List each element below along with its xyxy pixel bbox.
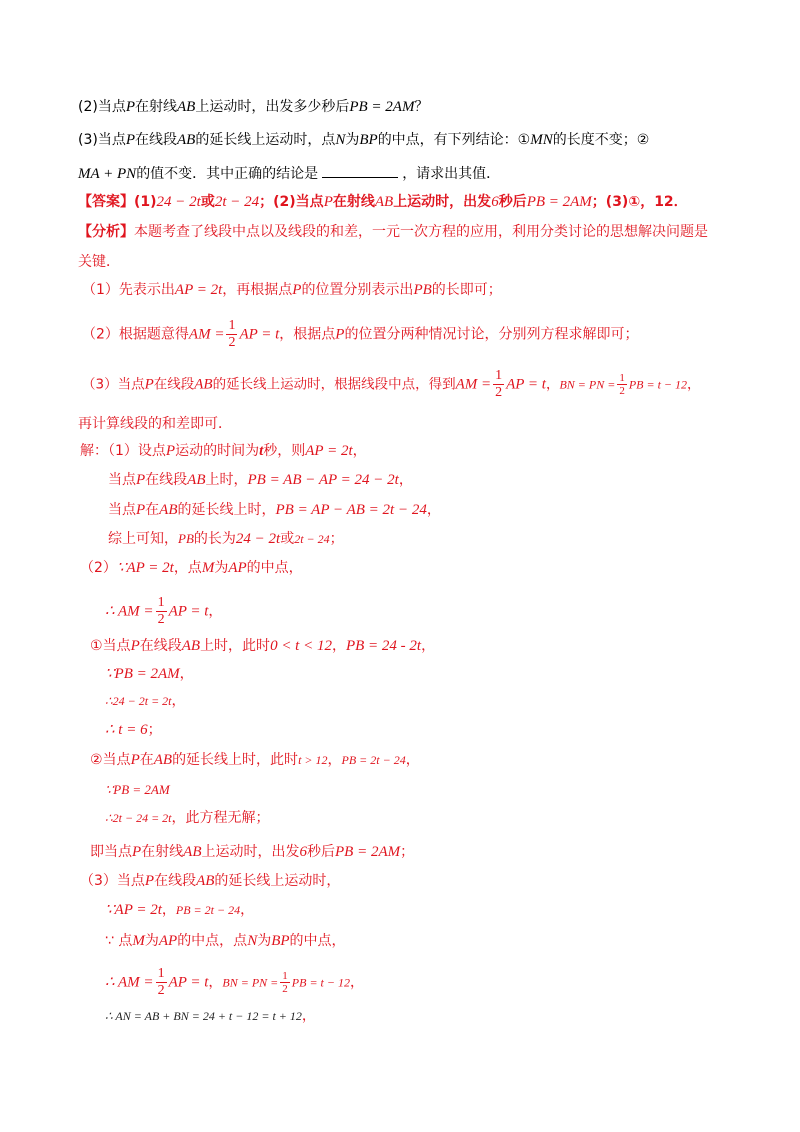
- answer-line: 【答案】(1)24 − 2t或2t − 24；(2)当点P在射线AB上运动时，出发6秒后PB = 2AM；(3)①，12．: [78, 194, 688, 210]
- solution-line-1: 解：（1）设点P运动的时间为t秒，则AP = 2t，: [80, 443, 367, 459]
- solution-line-11: ②当点P在AB的延长线上时，此时t > 12，PB = 2t − 24，: [90, 752, 420, 768]
- solution-line-12: ∵PB = 2AM: [105, 782, 170, 797]
- answer-blank: [322, 163, 398, 178]
- fraction-one-half: $\frac{1}{2}$: [157, 595, 165, 627]
- solution-line-18: ∴ AM = $\frac{1}{2}$ AP = t，BN = PN = $\frac{1}{2}$ PB = t − 12，: [105, 966, 364, 998]
- solution-line-2: 当点P在线段AB上时，PB = AB − AP = 24 − 2t，: [108, 472, 413, 488]
- solution-line-8: ∵PB = 2AM，: [105, 666, 194, 682]
- solution-line-13: ∴2t − 24 = 2t，此方程无解；: [105, 810, 270, 826]
- solution-line-17: ∵ 点M为AP的中点，点N为BP的中点，: [105, 933, 346, 949]
- solution-line-3: 当点P在AB的延长线上时，PB = AP − AB = 2t − 24，: [108, 502, 441, 518]
- analysis-step-4: 再计算线段的和差即可．: [78, 416, 232, 432]
- solution-line-4: 综上可知，PB的长为24 − 2t或2t − 24；: [108, 531, 344, 547]
- solution-line-16: ∵AP = 2t，PB = 2t − 24，: [105, 902, 255, 918]
- question-2: (2)当点P在射线AB上运动时，出发多少秒后PB = 2AM？: [78, 99, 429, 115]
- solution-line-5: （2）∵AP = 2t，点M为AP的中点，: [80, 560, 303, 576]
- analysis-step-3: （3）当点P在线段AB的延长线上运动时，根据线段中点，得到AM = $\frac{1}{2}$ AP = t，BN = PN = $\frac{1}{2}$ PB = t − 12，: [82, 368, 701, 400]
- solution-line-7: ①当点P在线段AB上时，此时0 < t < 12，PB = 24 - 2t，: [90, 638, 436, 654]
- fraction-one-half: $\frac{1}{2}$: [619, 372, 625, 397]
- question-3-line-2: MA + PN的值不变．其中正确的结论是 ，请求出其值．: [78, 163, 500, 184]
- fraction-one-half: $\frac{1}{2}$: [495, 368, 503, 400]
- solution-line-10: ∴ t = 6；: [105, 722, 162, 738]
- fraction-one-half: $\frac{1}{2}$: [157, 966, 165, 998]
- analysis-line-1: 【分析】本题考查了线段中点以及线段的和差，一元一次方程的应用，利用分类讨论的思想解决问题是: [78, 224, 708, 240]
- fraction-one-half: $\frac{1}{2}$: [282, 970, 288, 995]
- solution-line-15: （3）当点P在线段AB的延长线上运动时，: [80, 873, 341, 889]
- solution-line-9: ∴24 − 2t = 2t，: [105, 693, 186, 709]
- analysis-step-2: （2）根据题意得AM = $\frac{1}{2}$ AP = t，根据点P的位置分两种情况讨论，分别列方程求解即可；: [82, 318, 639, 350]
- analysis-line-2: 关键．: [78, 254, 120, 270]
- fraction-one-half: $\frac{1}{2}$: [228, 318, 236, 350]
- solution-line-19: ∴ AN = AB + BN = 24 + t − 12 = t + 12，: [105, 1008, 316, 1024]
- solution-line-6: ∴ AM = $\frac{1}{2}$ AP = t，: [105, 595, 223, 627]
- question-3-line-1: (3)当点P在线段AB的延长线上运动时，点N为BP的中点，有下列结论：①MN的长度不变；②: [78, 132, 650, 148]
- analysis-step-1: （1）先表示出AP = 2t，再根据点P的位置分别表示出PB的长即可；: [82, 282, 502, 298]
- solution-line-14: 即当点P在射线AB上运动时，出发6秒后PB = 2AM；: [90, 844, 415, 860]
